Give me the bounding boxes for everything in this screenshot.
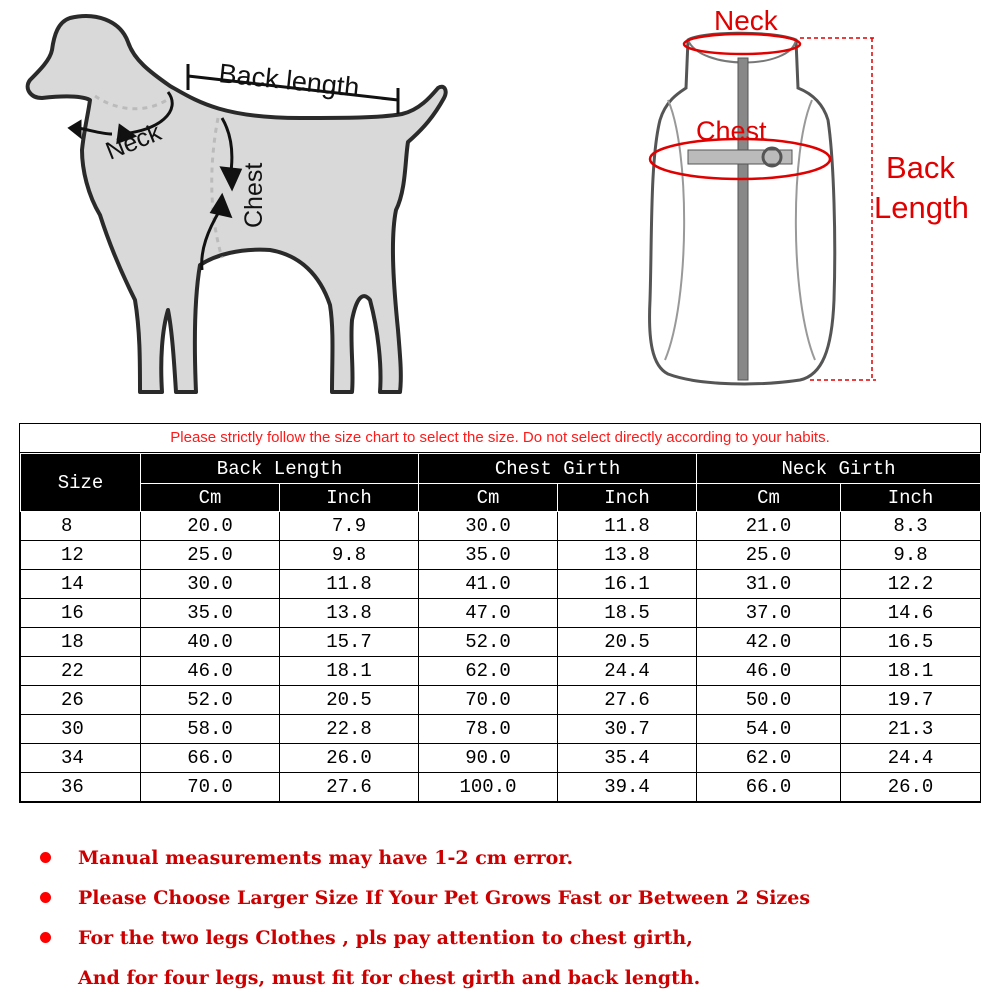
table-row (21, 570, 981, 599)
measurement-cell: 25.0 (697, 541, 841, 570)
measurement-cell: 21.0 (697, 512, 841, 541)
chest-label: Chest (240, 162, 268, 228)
measurement-cell: 14.6 (841, 599, 981, 628)
table-row (21, 744, 981, 773)
measurement-cell: 11.8 (558, 512, 697, 541)
unit-header: Inch (558, 484, 697, 512)
measurement-cell: 40.0 (141, 628, 280, 657)
note-text: Please Choose Larger Size If Your Pet Grows Fast or Between 2 Sizes (78, 887, 811, 909)
measurement-cell: 30.0 (141, 570, 280, 599)
measurement-cell: 13.8 (558, 541, 697, 570)
unit-header: Cm (141, 484, 280, 512)
size-table (20, 453, 981, 802)
neck-label: Neck (101, 118, 166, 166)
measurement-cell: 7.9 (280, 512, 419, 541)
neck-girth-header: Neck Girth (697, 454, 981, 484)
vest-back-label: Back (886, 150, 955, 185)
measurement-cell: 52.0 (141, 686, 280, 715)
measurement-cell: 16.1 (558, 570, 697, 599)
measurement-cell: 9.8 (280, 541, 419, 570)
size-chart-notice: Please strictly follow the size chart to select the size. Do not select directly according to your habits. (20, 424, 980, 453)
notes-list (38, 838, 978, 998)
chest-girth-header: Chest Girth (419, 454, 697, 484)
measurement-cell: 22.8 (280, 715, 419, 744)
dog-measurement-illustration (0, 0, 480, 410)
table-row (21, 628, 981, 657)
size-cell: 34 (21, 744, 141, 773)
measurement-cell: 90.0 (419, 744, 558, 773)
unit-header: Inch (841, 484, 981, 512)
size-header: Size (21, 454, 141, 512)
note-text: Manual measurements may have 1-2 cm error. (78, 847, 574, 869)
vest-chest-label: Chest (696, 116, 767, 146)
measurement-cell: 35.0 (141, 599, 280, 628)
measurement-cell: 13.8 (280, 599, 419, 628)
measurement-cell: 30.7 (558, 715, 697, 744)
unit-header: Inch (280, 484, 419, 512)
measurement-cell: 18.1 (841, 657, 981, 686)
measurement-cell: 39.4 (558, 773, 697, 802)
measurement-cell: 70.0 (141, 773, 280, 802)
measurement-cell: 47.0 (419, 599, 558, 628)
measurement-cell: 20.5 (280, 686, 419, 715)
measurement-cell: 37.0 (697, 599, 841, 628)
vest-zipper (738, 58, 748, 380)
measurement-cell: 26.0 (280, 744, 419, 773)
measurement-cell: 52.0 (419, 628, 558, 657)
size-cell: 14 (21, 570, 141, 599)
measurement-cell: 20.5 (558, 628, 697, 657)
measurement-cell: 20.0 (141, 512, 280, 541)
size-cell: 26 (21, 686, 141, 715)
measurement-cell: 19.7 (841, 686, 981, 715)
size-chart (19, 423, 981, 803)
measurement-cell: 100.0 (419, 773, 558, 802)
measurement-cell: 24.4 (558, 657, 697, 686)
measurement-cell: 58.0 (141, 715, 280, 744)
size-cell: 12 (21, 541, 141, 570)
size-cell: 16 (21, 599, 141, 628)
measurement-cell: 30.0 (419, 512, 558, 541)
unit-header: Cm (697, 484, 841, 512)
table-row (21, 599, 981, 628)
note-item (38, 838, 978, 878)
table-row (21, 541, 981, 570)
measurement-cell: 42.0 (697, 628, 841, 657)
measurement-cell: 50.0 (697, 686, 841, 715)
measurement-cell: 66.0 (697, 773, 841, 802)
note-continuation: And for four legs, must fit for chest girth and back length. (78, 967, 701, 989)
bullet-dot-icon (40, 892, 51, 903)
table-row (21, 686, 981, 715)
measurement-cell: 35.0 (419, 541, 558, 570)
measurement-cell: 35.4 (558, 744, 697, 773)
measurement-cell: 11.8 (280, 570, 419, 599)
measurement-cell: 46.0 (141, 657, 280, 686)
measurement-cell: 21.3 (841, 715, 981, 744)
measurement-cell: 41.0 (419, 570, 558, 599)
note-item (38, 918, 978, 958)
size-cell: 18 (21, 628, 141, 657)
vest-neck-label: Neck (714, 5, 778, 36)
measurement-cell: 24.4 (841, 744, 981, 773)
vest-harness-strap (688, 150, 792, 164)
bullet-dot-icon (40, 852, 51, 863)
size-cell: 30 (21, 715, 141, 744)
note-item (38, 878, 978, 918)
measurement-cell: 54.0 (697, 715, 841, 744)
measurement-cell: 78.0 (419, 715, 558, 744)
note-text: For the two legs Clothes , pls pay attention to chest girth, (78, 927, 693, 949)
measurement-cell: 15.7 (280, 628, 419, 657)
table-row (21, 512, 981, 541)
unit-header: Cm (419, 484, 558, 512)
measurement-cell: 25.0 (141, 541, 280, 570)
table-row (21, 657, 981, 686)
table-row (21, 715, 981, 744)
back-length-header: Back Length (141, 454, 419, 484)
table-row (21, 773, 981, 802)
measurement-cell: 31.0 (697, 570, 841, 599)
size-table-body (21, 512, 981, 802)
vest-measurement-illustration (620, 0, 1000, 400)
measurement-cell: 26.0 (841, 773, 981, 802)
measurement-cell: 46.0 (697, 657, 841, 686)
vest-length-label: Length (874, 190, 969, 225)
measurement-cell: 9.8 (841, 541, 981, 570)
measurement-cell: 62.0 (697, 744, 841, 773)
measurement-cell: 66.0 (141, 744, 280, 773)
measurement-cell: 62.0 (419, 657, 558, 686)
size-cell: 36 (21, 773, 141, 802)
measurement-cell: 12.2 (841, 570, 981, 599)
size-cell: 8 (21, 512, 141, 541)
measurement-cell: 8.3 (841, 512, 981, 541)
size-cell: 22 (21, 657, 141, 686)
measurement-cell: 18.1 (280, 657, 419, 686)
measurement-cell: 27.6 (558, 686, 697, 715)
measurement-cell: 70.0 (419, 686, 558, 715)
bullet-dot-icon (40, 932, 51, 943)
measurement-cell: 16.5 (841, 628, 981, 657)
measurement-cell: 18.5 (558, 599, 697, 628)
back-length-label: Back length (217, 58, 361, 103)
measurement-cell: 27.6 (280, 773, 419, 802)
